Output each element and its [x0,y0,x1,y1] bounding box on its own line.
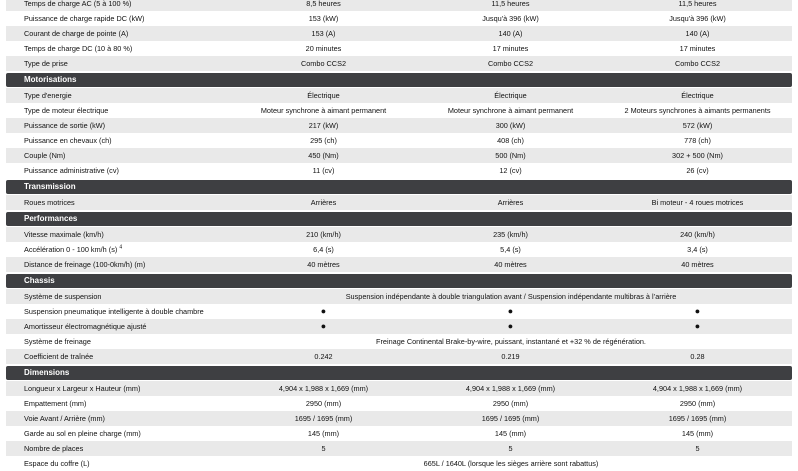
spec-value-version-2: 408 (ch) [497,136,524,145]
spec-label [6,381,230,396]
spec-label-text: Temps de charge DC (10 à 80 %) [24,44,133,53]
spec-value-version-3: 40 mètres [681,260,714,269]
spec-value-version-2: Jusqu'à 396 (kW) [482,14,539,23]
spec-value-version-2: 5,4 (s) [500,245,521,254]
spec-label [6,195,230,210]
spec-value-version-2: 40 mètres [494,260,527,269]
spec-label-text: Type de moteur électrique [24,106,109,115]
spec-label [6,88,230,103]
spec-value-version-3: 26 (cv) [686,166,709,175]
spec-value-version-1: Électrique [307,91,340,100]
spec-value-version-3: 11,5 heures [678,0,717,8]
spec-value-version-1: 217 (kW) [308,121,339,130]
spec-value-version-1: 8,5 heures [306,0,341,8]
included-dot-icon: ● [694,306,701,316]
spec-label-text: Roues motrices [24,198,75,207]
spec-value-version-2: 4,904 x 1,988 x 1,669 (mm) [465,384,556,393]
spec-value-version-1: 210 (km/h) [306,230,341,239]
spec-label [6,118,230,133]
spec-value-version-3: Combo CCS2 [674,59,720,68]
spec-value-version-1: 145 (mm) [307,429,340,438]
spec-row-espace-du-coffre-l [6,456,792,471]
spec-value-version-2: Électrique [494,91,527,100]
spec-row-puissance-de-charge-rapide-dc-kw [6,11,792,26]
spec-label-text: Temps de charge AC (5 à 100 %) [24,0,132,8]
spec-value-version-2: 12 (cv) [499,166,522,175]
spec-label-text: Coefficient de traînée [24,352,94,361]
spec-row-garde-au-sol-en-pleine-charge-mm [6,426,792,441]
spec-value-version-3: 3,4 (s) [687,245,708,254]
spec-label [6,56,230,71]
spec-row-temps-de-charge-dc-10-a-80 [6,41,792,56]
included-dot-icon: ● [507,321,514,331]
spec-value-version-1: 11 (cv) [312,166,335,175]
spec-label [6,289,230,304]
spec-label [6,349,230,364]
spec-label [6,11,230,26]
spec-value-version-2: 140 (A) [498,29,523,38]
spec-value-version-1: 20 minutes [305,44,342,53]
spec-label-text: Garde au sol en pleine charge (mm) [24,429,141,438]
spec-label-text: Type d'energie [24,91,72,100]
spec-value-version-3: Jusqu'à 396 (kW) [669,14,726,23]
spec-row-longueur-x-largeur-x-hauteur-mm [6,381,792,396]
spec-label [6,0,230,11]
spec-value-version-2: 0.219 [501,352,520,361]
spec-label-text: Puissance de sortie (kW) [24,121,106,130]
spec-value-version-1: Moteur synchrone à aimant permanent [260,106,387,115]
spec-value-version-3: 778 (ch) [684,136,711,145]
spec-value-version-2: 11,5 heures [491,0,530,8]
spec-value-version-3: 2950 (mm) [679,399,716,408]
spec-value-version-2: 5 [508,444,513,453]
spec-label [6,319,230,334]
section-header-transmission: Transmission [6,180,792,194]
spec-label [6,441,230,456]
included-dot-icon: ● [320,306,327,316]
spec-value-version-1: 450 (Nm) [308,151,339,160]
spec-label [6,227,230,242]
spec-row-empattement-mm [6,396,792,411]
spec-row-type-de-moteur-electrique [6,103,792,118]
spec-row-courant-de-charge-de-pointe-a [6,26,792,41]
spec-label-text: Vitesse maximale (km/h) [24,230,104,239]
spec-label-text: Puissance en chevaux (ch) [24,136,112,145]
spec-value-version-3: 2 Moteurs synchrones à aimants permanents [624,106,771,115]
spec-row-type-d-energie [6,88,792,103]
spec-value-version-2: Combo CCS2 [487,59,533,68]
spec-label-text: Amortisseur électromagnétique ajusté [24,322,147,331]
spec-row-puissance-en-chevaux-ch [6,133,792,148]
spec-row-puissance-de-sortie-kw [6,118,792,133]
spec-label-text: Voie Avant / Arrière (mm) [24,414,105,423]
section-header-chassis: Chassis [6,274,792,288]
spec-label-text: Suspension pneumatique intelligente à double chambre [24,307,204,316]
spec-label [6,26,230,41]
spec-value-version-3: 0.28 [690,352,705,361]
spec-label-text: Espace du coffre (L) [24,459,90,468]
included-dot-icon: ● [507,306,514,316]
spec-value-version-1: 0.242 [314,352,333,361]
spec-label [6,411,230,426]
spec-value-version-1: 2950 (mm) [305,399,342,408]
spec-value-version-1: 153 (A) [311,29,336,38]
spec-value-version-1: 5 [321,444,326,453]
spec-value-version-3: 302 + 500 (Nm) [672,151,723,160]
spec-row-temps-de-charge-ac-5-a-100 [6,0,792,11]
spec-value-version-3: 240 (km/h) [680,230,715,239]
spec-value-all-versions: 665L / 1640L (lorsque les sièges arrière sont rabattus) [423,459,599,468]
spec-value-version-3: Électrique [681,91,714,100]
spec-value-version-1: 40 mètres [307,260,340,269]
spec-value-version-2: 17 minutes [492,44,529,53]
spec-value-version-3: 572 (kW) [682,121,713,130]
spec-label [6,133,230,148]
spec-value-version-3: 1695 / 1695 (mm) [668,414,727,423]
spec-row-acceleration-0-100-km-h-s [6,242,792,257]
spec-label-text: Système de suspension [24,292,102,301]
spec-label-text: Nombre de places [24,444,84,453]
spec-row-type-de-prise [6,56,792,71]
spec-label-text: Longueur x Largeur x Hauteur (mm) [24,384,141,393]
spec-value-version-1: 4,904 x 1,988 x 1,669 (mm) [278,384,369,393]
included-dot-icon: ● [694,321,701,331]
spec-value-version-2: 2950 (mm) [492,399,529,408]
spec-value-version-2: 500 (Nm) [495,151,526,160]
spec-label-text: Puissance administrative (cv) [24,166,119,175]
section-header-motorisations: Motorisations [6,73,792,87]
spec-label [6,148,230,163]
spec-row-systeme-de-freinage [6,334,792,349]
spec-label [6,163,230,178]
spec-value-version-1: 153 (kW) [308,14,339,23]
spec-value-all-versions: Freinage Continental Brake-by-wire, puissant, instantané et +32 % de régénération. [376,337,646,346]
spec-label-text: Puissance de charge rapide DC (kW) [24,14,145,23]
spec-label-text: Couple (Nm) [24,151,66,160]
spec-value-version-1: 1695 / 1695 (mm) [294,414,353,423]
spec-label [6,304,230,319]
spec-label [6,41,230,56]
spec-row-coefficient-de-trainee [6,349,792,364]
spec-label [6,103,230,118]
spec-label [6,242,230,257]
spec-value-version-1: 295 (ch) [310,136,337,145]
spec-label [6,396,230,411]
spec-value-version-2: 300 (kW) [495,121,526,130]
spec-value-version-2: Moteur synchrone à aimant permanent [447,106,574,115]
spec-label-text: Courant de charge de pointe (A) [24,29,129,38]
spec-value-version-3: Bi moteur - 4 roues motrices [651,198,744,207]
spec-row-couple-nm [6,148,792,163]
spec-label [6,257,230,272]
spec-value-version-2: 1695 / 1695 (mm) [481,414,540,423]
spec-value-version-1: Combo CCS2 [300,59,346,68]
spec-label-text: Système de freinage [24,337,91,346]
spec-value-all-versions: Suspension indépendante à double triangulation avant / Suspension indépendante multibras à l’arrière [345,292,677,301]
spec-row-nombre-de-places [6,441,792,456]
spec-label-text: Distance de freinage (100-0km/h) (m) [24,260,146,269]
spec-row-amortisseur-electromagnetique-ajuste [6,319,792,334]
spec-value-version-2: 145 (mm) [494,429,527,438]
spec-label [6,456,230,471]
spec-label-text: Empattement (mm) [24,399,87,408]
spec-row-systeme-de-suspension [6,289,792,304]
included-dot-icon: ● [320,321,327,331]
spec-value-version-3: 4,904 x 1,988 x 1,669 (mm) [652,384,743,393]
spec-value-version-3: 145 (mm) [681,429,714,438]
spec-row-puissance-administrative-cv [6,163,792,178]
spec-row-voie-avant-arriere-mm [6,411,792,426]
spec-value-version-3: 140 (A) [685,29,710,38]
section-header-performances: Performances [6,212,792,226]
section-header-dimensions: Dimensions [6,366,792,380]
footnote-marker: 4 [119,244,123,251]
spec-row-vitesse-maximale-km-h [6,227,792,242]
spec-row-distance-de-freinage-100-0km-h-m [6,257,792,272]
spec-label-text: Accélération 0 - 100 km/h (s) [24,245,118,254]
spec-value-version-2: Arrières [497,198,524,207]
spec-row-suspension-pneumatique-intelligente-a-double-chambre [6,304,792,319]
spec-label [6,426,230,441]
spec-value-version-3: 5 [695,444,700,453]
spec-value-version-2: 235 (km/h) [493,230,528,239]
spec-label [6,334,230,349]
spec-value-version-1: Arrières [310,198,337,207]
spec-value-version-3: 17 minutes [679,44,716,53]
spec-value-version-1: 6,4 (s) [313,245,334,254]
spec-label-text: Type de prise [24,59,68,68]
spec-row-roues-motrices [6,195,792,210]
